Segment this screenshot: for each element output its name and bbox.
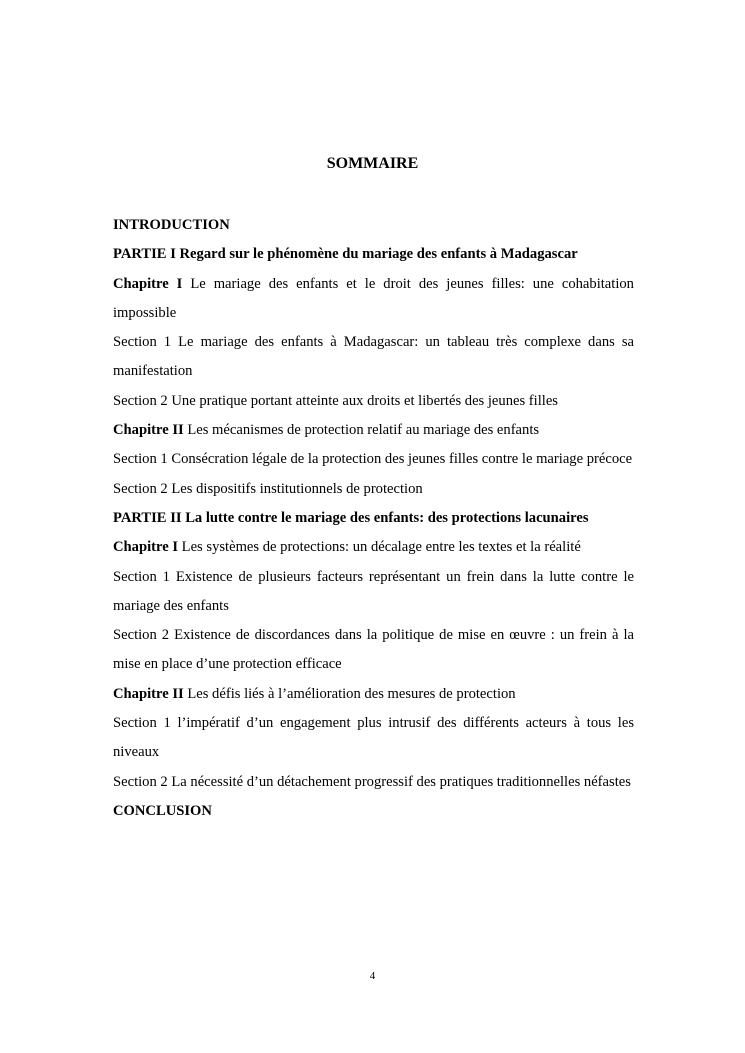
chapter-title: Le mariage des enfants et le droit des jeunes filles: une cohabitation impossible <box>113 275 634 321</box>
chapter-title: Les systèmes de protections: un décalage entre les textes et la réalité <box>178 539 581 556</box>
toc-conclusion: CONCLUSION <box>113 802 212 819</box>
chapter-title: Les mécanismes de protection relatif au mariage des enfants <box>183 422 540 439</box>
toc-p1-chapitre-1 <box>113 270 634 329</box>
chapter-label: Chapitre I <box>113 275 183 292</box>
toc-p1-ch1-section-1: Section 1 Le mariage des enfants à Madagascar: un tableau très complexe dans sa manifestation <box>113 334 634 380</box>
toc-p2-ch2-section-1: Section 1 l’impératif d’un engagement plus intrusif des différents acteurs à tous les niveaux <box>113 715 634 761</box>
toc-introduction: INTRODUCTION <box>113 217 230 233</box>
toc-p2-ch2-section-2: Section 2 La nécessité d’un détachement progressif des pratiques traditionnelles néfastes <box>113 773 631 790</box>
toc-partie-1: PARTIE I Regard sur le phénomène du mariage des enfants à Madagascar <box>113 246 578 263</box>
page-number: 4 <box>369 970 376 982</box>
page-title: SOMMAIRE <box>326 155 419 172</box>
toc-p1-ch1-section-2: Section 2 Une pratique portant atteinte aux droits et libertés des jeunes filles <box>113 392 558 409</box>
chapter-title: Les défis liés à l’amélioration des mesures de protection <box>183 685 516 702</box>
chapter-label: Chapitre II <box>113 685 184 702</box>
toc-p2-ch1-section-2: Section 2 Existence de discordances dans la politique de mise en œuvre : un frein à la mise en place d’une protection efficace <box>113 627 634 673</box>
toc-p1-chapitre-2 <box>113 416 634 445</box>
toc-p2-ch1-section-1: Section 1 Existence de plusieurs facteurs représentant un frein dans la lutte contre le mariage des enfants <box>113 568 634 614</box>
chapter-label: Chapitre II <box>113 422 184 439</box>
table-of-contents <box>113 211 634 826</box>
toc-p1-ch2-section-1: Section 1 Consécration légale de la protection des jeunes filles contre le mariage précoce <box>113 451 633 468</box>
toc-p1-ch2-section-2: Section 2 Les dispositifs institutionnels de protection <box>113 480 423 497</box>
toc-partie-2: PARTIE II La lutte contre le mariage des enfants: des protections lacunaires <box>113 509 589 526</box>
toc-p2-chapitre-1 <box>113 533 634 562</box>
toc-p2-chapitre-2 <box>113 680 634 709</box>
chapter-label: Chapitre I <box>113 539 179 556</box>
